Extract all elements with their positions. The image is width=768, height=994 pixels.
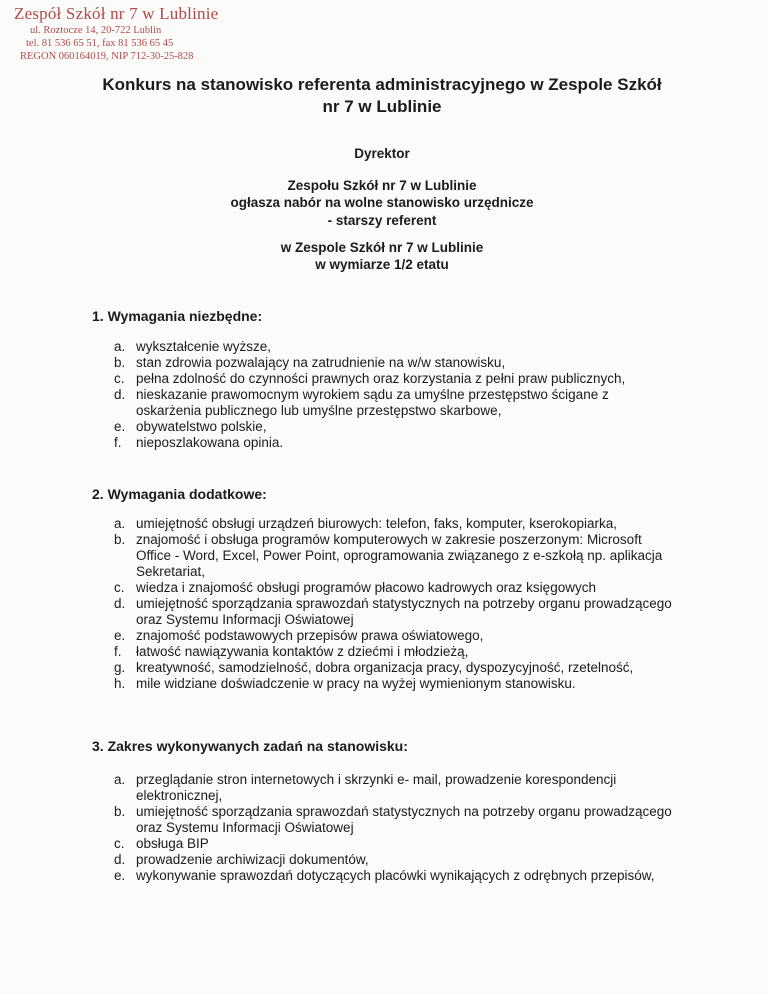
list-item-label: d. [114,596,126,611]
list-item-text: wykształcenie wyższe, [136,339,272,354]
list-item-text: pełna zdolność do czynności prawnych oraz korzystania z pełni praw publicznych, [136,371,626,386]
list-item-text: wykonywanie sprawozdań dotyczących placówki wynikających z odrębnych przepisów, [136,868,655,883]
list-item-text: łatwość nawiązywania kontaktów z dziećmi i młodzieżą, [136,644,469,659]
list-item-label: a. [114,772,126,787]
list-item-text: stan zdrowia pozwalający na zatrudnienie na w/w stanowisku, [136,355,506,370]
list-item-label: a. [114,516,126,531]
list-item-label: e. [114,628,126,643]
list-item-label: d. [114,387,126,402]
list-item [114,852,674,868]
list-item-text: obsługa BIP [136,836,209,851]
list-item-label: f. [114,435,122,450]
list-item [114,804,674,836]
list-item [114,644,674,660]
list-item [114,628,674,644]
list-item [114,419,674,435]
list-item-text: znajomość i obsługa programów komputerowych w zakresie poszerzonym: Microsoft Office - Word, Excel, Power Point, oprogramowania związanego z e-szkołą np. aplikacja Sekretariat, [136,532,663,579]
list-item-label: b. [114,355,126,370]
list-item [114,596,674,628]
list-item-label: g. [114,660,126,675]
document-title: Konkurs na stanowisko referenta administracyjnego w Zespole Szkół nr 7 w Lublinie [102,75,662,116]
list-item-text: przeglądanie stron internetowych i skrzynki e- mail, prowadzenie korespondencji elektronicznej, [136,772,617,803]
list-item [114,532,674,580]
announcement-workplace [100,239,664,273]
announcement-position [100,212,664,229]
section-heading-required: 1. Wymagania niezbędne: [92,308,263,324]
list-item [114,836,674,852]
announcement-line: w Zespole Szkół nr 7 w Lublinie [280,240,484,255]
list-item-label: b. [114,804,126,819]
list-item [114,676,674,692]
list-item [114,580,674,596]
list-item [114,371,674,387]
announcement-line: ogłasza nabór na wolne stanowisko urzędnicze [230,195,534,210]
list-item-label: e. [114,868,126,883]
list-item-label: c. [114,836,125,851]
list-item [114,516,674,532]
list-item-label: e. [114,419,126,434]
list-item [114,387,674,419]
requirements-list [114,339,674,451]
announcement-org [100,177,664,211]
announcement-line: Zespołu Szkół nr 7 w Lublinie [287,178,477,193]
duties-list [114,772,674,884]
list-item-text: prowadzenie archiwizacji dokumentów, [136,852,369,867]
list-item-label: c. [114,580,125,595]
stamp-org-name: Zespół Szkół nr 7 w Lublinie [14,4,219,23]
list-item-text: umiejętność sporządzania sprawozdań statystycznych na potrzeby organu prowadzącego oraz Systemu Informacji Oświatowej [136,596,672,627]
list-item [114,772,674,804]
list-item-label: h. [114,676,126,691]
list-item-text: umiejętność sporządzania sprawozdań statystycznych na potrzeby organu prowadzącego oraz Systemu Informacji Oświatowej [136,804,672,835]
additional-requirements-list [114,516,674,692]
list-item-text: znajomość podstawowych przepisów prawa oświatowego, [136,628,484,643]
list-item-label: b. [114,532,126,547]
list-item [114,868,674,884]
list-item-text: nieposzlakowana opinia. [136,435,284,450]
list-item [114,435,674,451]
list-item-label: a. [114,339,126,354]
list-item-text: wiedza i znajomość obsługi programów płacowo kadrowych oraz księgowych [136,580,596,595]
section-heading-additional: 2. Wymagania dodatkowe: [92,486,267,502]
announcement-director [100,145,664,162]
list-item-label: f. [114,644,122,659]
section-heading-duties: 3. Zakres wykonywanych zadań na stanowisku: [92,738,408,754]
announcement-line: - starszy referent [327,213,437,228]
list-item-text: obywatelstwo polskie, [136,419,267,434]
school-stamp [14,4,219,63]
list-item [114,355,674,371]
list-item-label: d. [114,852,126,867]
list-item-text: nieskazanie prawomocnym wyrokiem sądu za umyślne przestępstwo ścigane z oskarżenia publicznego lub umyślne przestępstwo skarbowe, [136,387,609,418]
list-item [114,660,674,676]
announcement-line: Dyrektor [354,146,410,161]
announcement-line: w wymiarze 1/2 etatu [315,257,449,272]
list-item [114,339,674,355]
list-item-text: umiejętność obsługi urządzeń biurowych: telefon, faks, komputer, kserokopiarka, [136,516,617,531]
stamp-phone: tel. 81 536 65 51, fax 81 536 65 45 [26,38,174,49]
list-item-text: kreatywność, samodzielność, dobra organizacja pracy, dyspozycyjność, rzetelność, [136,660,634,675]
list-item-label: c. [114,371,125,386]
stamp-ids: REGON 060164019, NIP 712-30-25-828 [20,51,194,62]
stamp-address: ul. Roztocze 14, 20-722 Lublin [30,25,162,36]
list-item-text: mile widziane doświadczenie w pracy na wyżej wymienionym stanowisku. [136,676,576,691]
